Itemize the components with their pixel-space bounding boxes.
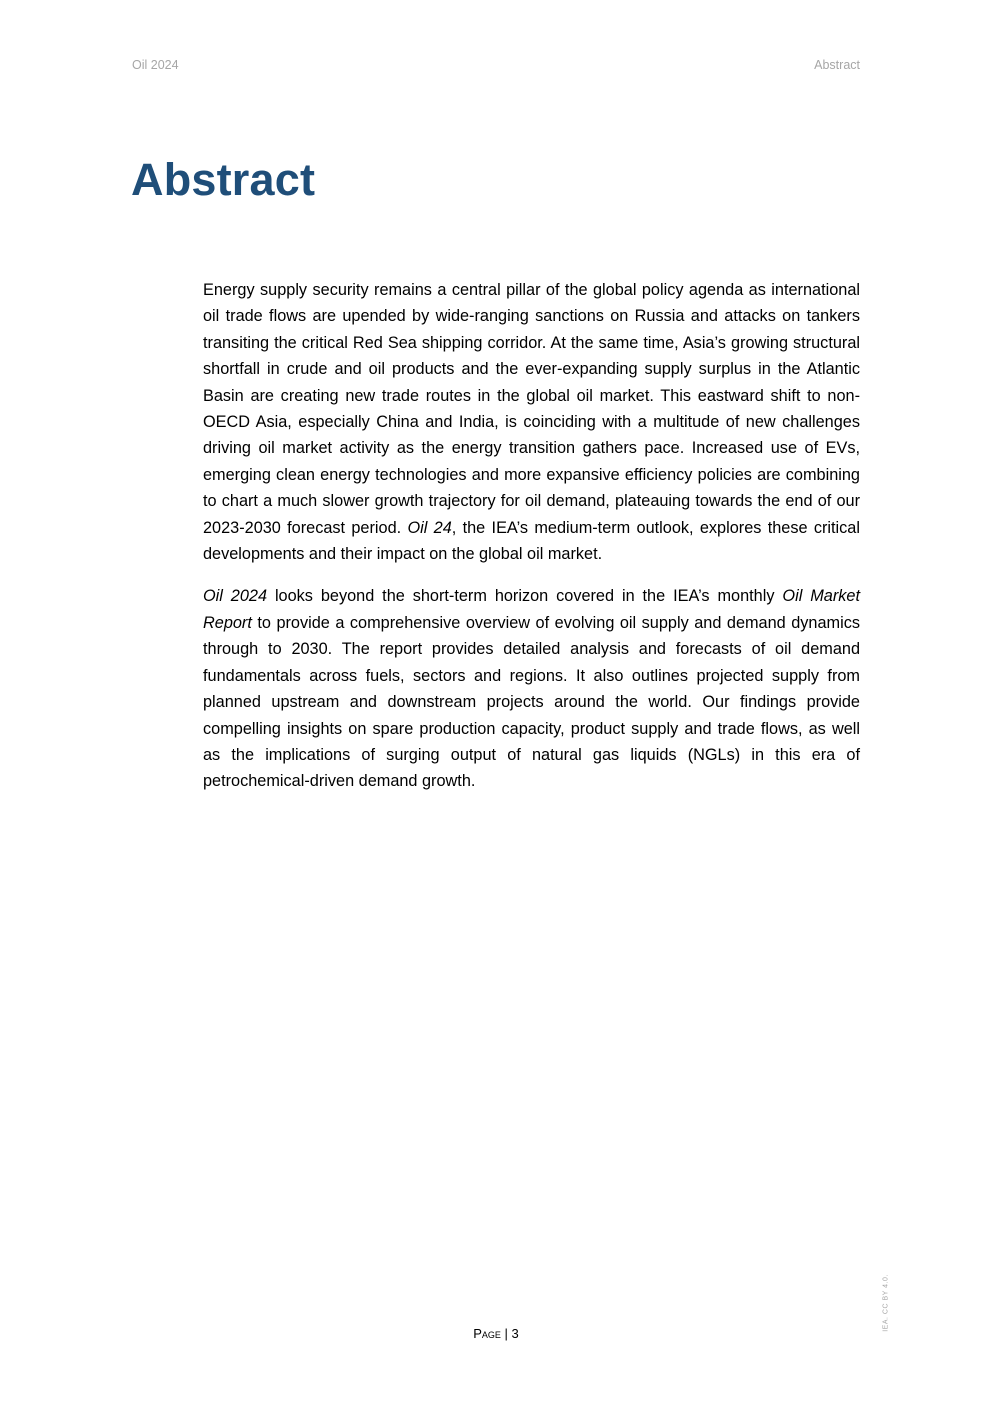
running-header — [132, 58, 860, 76]
license-notice: IEA. CC BY 4.0. — [882, 1274, 890, 1332]
page-label: Page — [473, 1326, 501, 1341]
paragraph-2-italic-report: Oil Market Report — [203, 587, 860, 632]
paragraph-2-text-a: looks beyond the short-term horizon covered in the IEA’s monthly — [267, 587, 783, 606]
page-number: 3 — [511, 1326, 519, 1341]
abstract-body — [203, 277, 860, 795]
paragraph-1-text-b: , the IEA’s medium-term outlook, explores these critical developments and their impact on the global oil market. — [203, 518, 860, 564]
header-section-title: Abstract — [814, 58, 860, 72]
paragraph-1-text-a: Energy supply security remains a central pillar of the global policy agenda as international oil trade flows are upended by wide-ranging sanctions on Russia and attacks on tankers transiting the critical Red Sea shipping corridor. At the same time, Asia’s growing structural shortfall in crude and oil products and the ever-expanding supply surplus in the Atlantic Basin are creating new trade routes in the global oil market. This eastward shift to non-OECD Asia, especially China and India, is coinciding with a multitude of new challenges driving oil market activity as the energy transition gathers pace. Increased use of EVs, emerging clean energy technologies and more expansive efficiency policies are combining to chart a much slower growth trajectory for oil demand, plateauing towards the end of our 2023-2030 forecast period. — [203, 281, 860, 537]
header-document-title: Oil 2024 — [132, 58, 179, 72]
paragraph-1-italic-title: Oil 24 — [407, 518, 452, 537]
page-separator: | — [500, 1326, 512, 1341]
paragraph-2-italic-title: Oil 2024 — [203, 587, 268, 606]
abstract-paragraph-1 — [203, 277, 860, 567]
page-footer — [0, 1326, 992, 1341]
page-title: Abstract — [131, 154, 316, 205]
abstract-paragraph-2 — [203, 583, 860, 794]
paragraph-2-text-b: to provide a comprehensive overview of evolving oil supply and demand dynamics through to 2030. The report provides detailed analysis and forecasts of oil demand fundamentals across fuels, sectors and regions. It also outlines projected supply from planned upstream and downstream projects around the world. Our findings provide compelling insights on spare production capacity, product supply and trade flows, as well as the implications of surging output of natural gas liquids (NGLs) in this era of petrochemical-driven demand growth. — [203, 613, 860, 791]
